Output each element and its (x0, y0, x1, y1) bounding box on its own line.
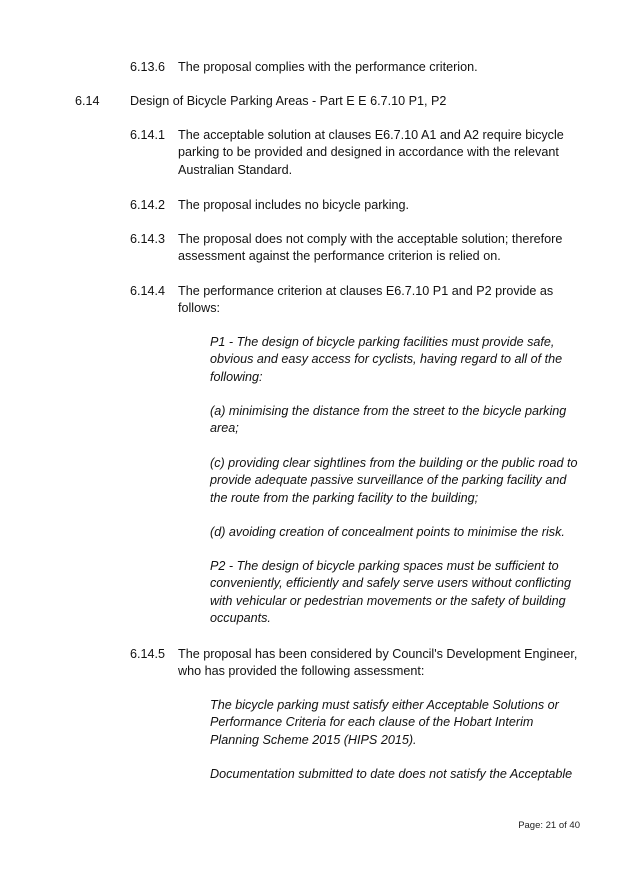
item-number-6-14-2: 6.14.2 (130, 198, 166, 212)
quote-p2: P2 - The design of bicycle parking spaces must be sufficient to conveniently, efficiently and safely serve users without conflicting with vehicular or pedestrian movements or the safety of building occupants. (210, 559, 571, 626)
quote-a: (a) minimising the distance from the street to the bicycle parking area; (210, 404, 567, 436)
section-heading-6-14: Design of Bicycle Parking Areas - Part E E 6.7.10 P1, P2 (130, 94, 447, 108)
quote-c: (c) providing clear sightlines from the building or the public road to provide adequate passive surveillance of the parking facility and the route from the parking facility to the building; (210, 456, 578, 505)
quote-engineer-1: The bicycle parking must satisfy either Acceptable Solutions or Performance Criteria for each clause of the Hobart Interim Planning Scheme 2015 (HIPS 2015). (210, 698, 559, 747)
item-text-6-13-6: The proposal complies with the performance criterion. (178, 60, 478, 74)
item-number-6-14-4: 6.14.4 (130, 284, 166, 298)
item-number-6-14-3: 6.14.3 (130, 232, 166, 246)
item-number-6-14-5: 6.14.5 (130, 647, 166, 661)
item-text-6-14-5: The proposal has been considered by Council's Development Engineer, who has provided the following assessment: (178, 647, 578, 679)
item-text-6-14-3: The proposal does not comply with the acceptable solution; therefore assessment against the performance criterion is relied on. (178, 232, 563, 264)
item-number-6-14-1: 6.14.1 (130, 128, 166, 142)
quote-engineer-2: Documentation submitted to date does not satisfy the Acceptable (210, 767, 573, 781)
item-number-6-13-6: 6.13.6 (130, 60, 166, 74)
page-number: Page: 21 of 40 (518, 820, 580, 831)
item-text-6-14-2: The proposal includes no bicycle parking. (178, 198, 410, 212)
item-text-6-14-4: The performance criterion at clauses E6.7.10 P1 and P2 provide as follows: (178, 284, 554, 316)
quote-p1: P1 - The design of bicycle parking facilities must provide safe, obvious and easy access for cyclists, having regard to all of the following: (210, 335, 563, 384)
item-text-6-14-1: The acceptable solution at clauses E6.7.10 A1 and A2 require bicycle parking to be provided and designed in accordance with the relevant Australian Standard. (178, 128, 564, 177)
quote-d: (d) avoiding creation of concealment points to minimise the risk. (210, 525, 565, 539)
section-number-6-14: 6.14 (75, 94, 100, 108)
